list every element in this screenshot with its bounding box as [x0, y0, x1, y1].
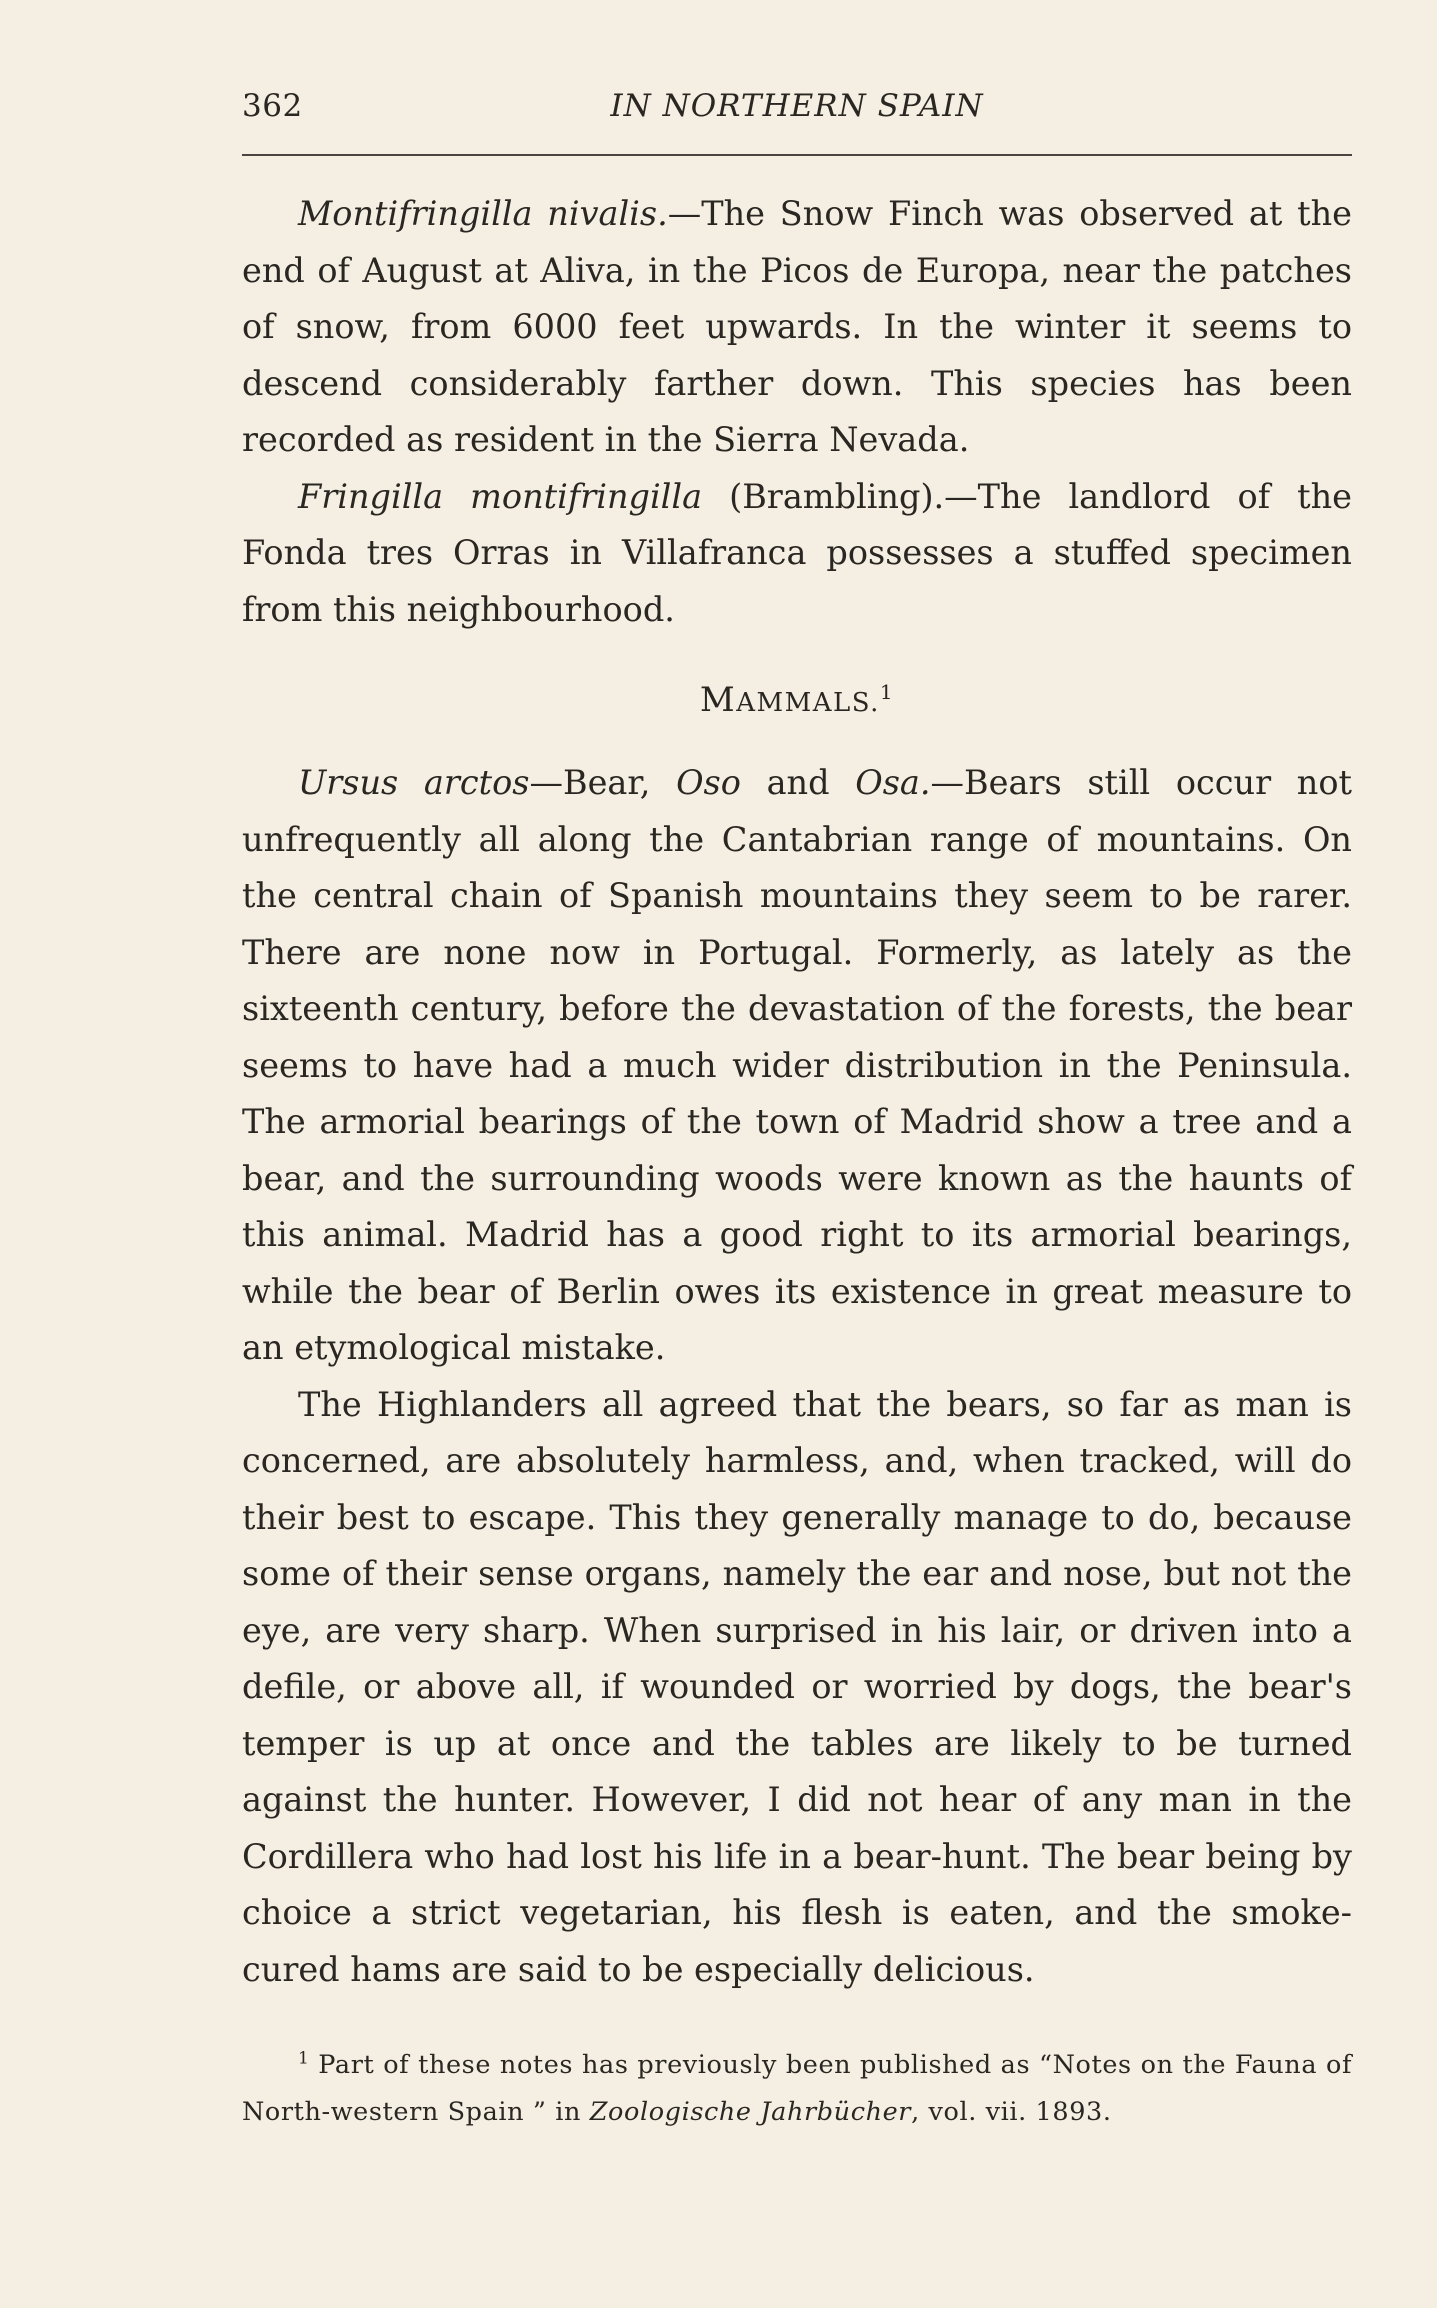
paragraph-text: —Bears still occur not unfrequently all along the Cantabrian range of mountains. On the central chain of Spanish mountains they seem to be rarer. There are none now in Portugal. Formerly, as lately as the sixteenth century, before the devastation of the forests, the bear seems to have had a much wider distribution in the Peninsula. The armorial bearings of the town of Madrid show a tree and a bear, and the surrounding woods were known as the haunts of this animal. Madrid has a good right to its armorial bearings, while the bear of Berlin owes its existence in great measure to an etymological mistake.	[242, 763, 1353, 1367]
common-name-oso: Oso	[676, 763, 741, 802]
section-heading-mammals	[242, 672, 1352, 731]
paragraph-brambling	[242, 469, 1352, 639]
footnote-number: 1	[298, 2048, 310, 2069]
paragraph-snow-finch	[242, 186, 1352, 469]
footnote-text	[242, 2042, 1352, 2136]
page-header	[242, 88, 1352, 138]
paragraph-text: and	[740, 763, 856, 802]
species-name: Ursus arctos	[298, 763, 530, 802]
paragraph-text: —Bear,	[529, 763, 677, 802]
paragraph-highlanders	[242, 1377, 1352, 1999]
species-name: Montifringilla nivalis.	[298, 194, 668, 233]
running-head: IN NORTHERN SPAIN	[610, 88, 984, 124]
heading-rest: AMMALS.	[736, 688, 880, 718]
page-number: 362	[242, 88, 303, 124]
common-name-osa: Osa.	[855, 763, 931, 802]
body-text	[242, 186, 1352, 1998]
paragraph-bear	[242, 755, 1352, 1377]
footnote-body-end: , vol. vii. 1893.	[911, 2097, 1112, 2127]
paragraph-text: (Brambling).—The landlord of the Fonda tres Orras in Villafranca possesses a stuffed specimen from this neighbourhood.	[242, 476, 1352, 629]
species-name: Fringilla montifringilla	[298, 476, 703, 516]
header-rule	[242, 154, 1352, 156]
paragraph-text: —The Snow Finch was observed at the end of August at Aliva, in the Picos de Europa, near the patches of snow, from 6000 feet upwards. In the winter it seems to descend considerably farther down. This species has been recorded as resident in the Sierra Nevada.	[242, 194, 1352, 459]
footnote-body: Part of these notes has previously been published as “Notes on the Fauna of North-western Spain ” in	[242, 2050, 1352, 2127]
footnote	[242, 2042, 1352, 2136]
footnote-marker: 1	[879, 679, 895, 704]
paragraph-text: The Highlanders all agreed that the bears, so far as man is concerned, are absolutely harmless, and, when tracked, will do their best to escape. This they generally manage to do, because some of their sense organs, namely the ear and nose, but not the eye, are very sharp. When surprised in his lair, or driven into a defile, or above all, if wounded or worried by dogs, the bear's temper is up at once and the tables are likely to be turned against the hunter. However, I did not hear of any man in the Cordillera who had lost his life in a bear-hunt. The bear being by choice a strict vegetarian, his flesh is eaten, and the smoke-cured hams are said to be especially delicious.	[242, 1384, 1352, 1989]
journal-title: Zoologische Jahrbücher	[589, 2097, 912, 2127]
heading-initial: M	[699, 680, 737, 720]
